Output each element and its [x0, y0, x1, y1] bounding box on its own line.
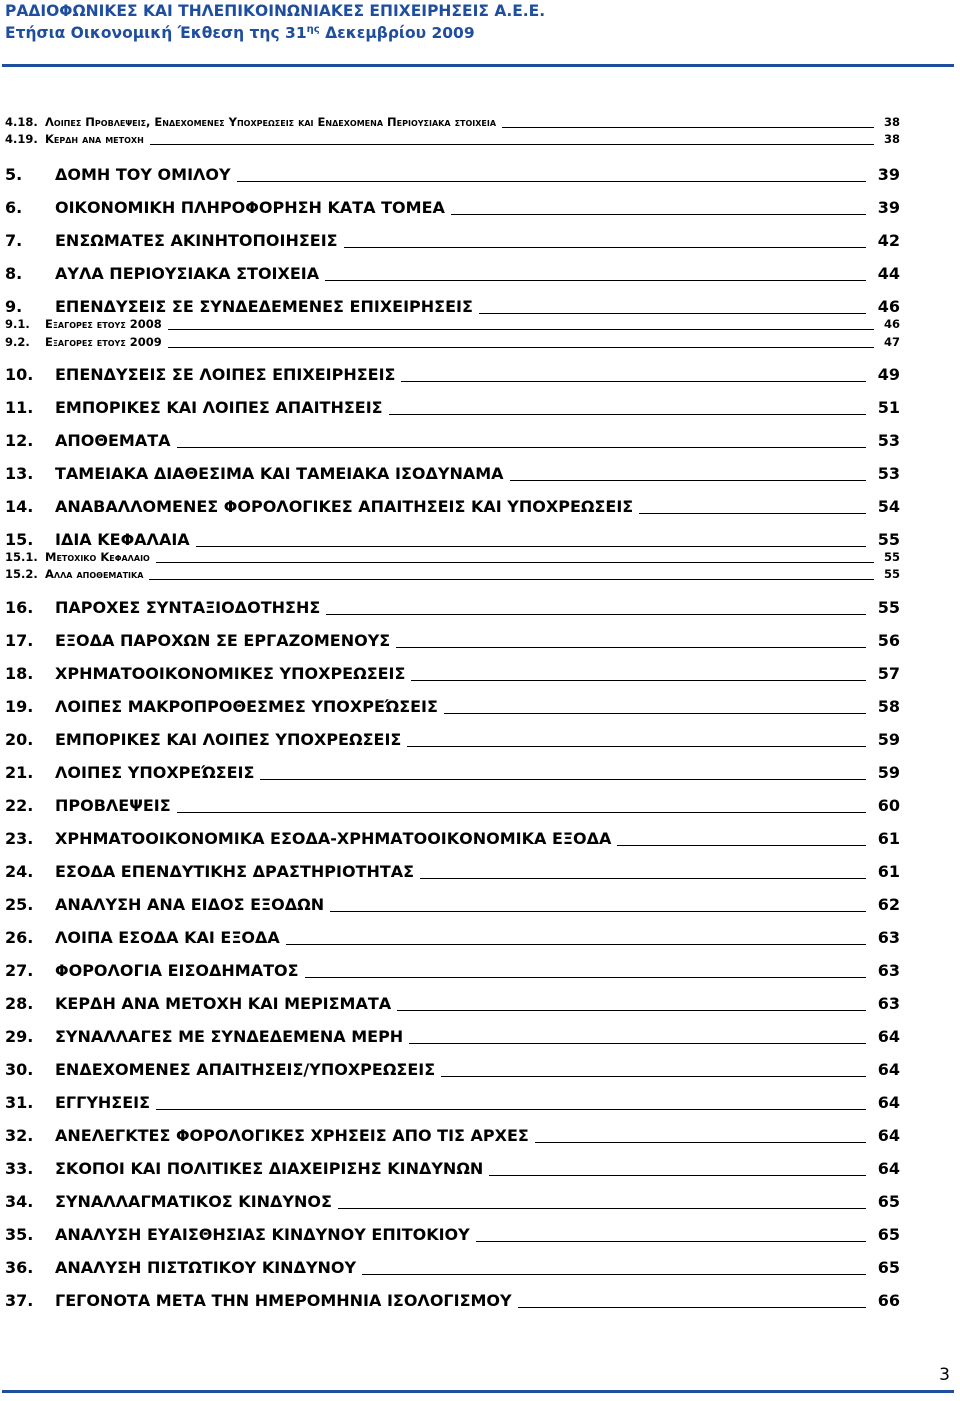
toc-entry-number: 26.	[5, 928, 34, 947]
toc-entry[interactable]	[5, 829, 900, 849]
toc-entry-title: ΕΠΕΝΔΥΣΕΙΣ ΣΕ ΣΥΝΔΕΔΕΜΕΝΕΣ ΕΠΙΧΕΙΡΗΣΕΙΣ	[55, 297, 473, 316]
toc-entry-number: 21.	[5, 763, 34, 782]
toc-entry-page: 61	[877, 829, 900, 848]
toc-entry-page: 55	[877, 530, 900, 549]
toc-leader-line	[344, 247, 866, 248]
toc-leader-line	[411, 680, 866, 681]
report-title	[5, 22, 955, 44]
toc-leader-line	[330, 911, 866, 912]
toc-entry[interactable]	[5, 994, 900, 1014]
toc-entry[interactable]	[5, 730, 900, 750]
toc-entry-number: 37.	[5, 1291, 34, 1310]
toc-leader-line	[338, 1208, 866, 1209]
toc-entry[interactable]	[5, 1060, 900, 1080]
toc-leader-line	[401, 381, 866, 382]
toc-leader-line	[451, 214, 866, 215]
toc-entry[interactable]	[5, 115, 900, 130]
toc-entry-page: 55	[883, 550, 900, 564]
toc-leader-line	[441, 1076, 866, 1077]
toc-entry[interactable]	[5, 1027, 900, 1047]
toc-entry[interactable]	[5, 1192, 900, 1212]
toc-entry-page: 53	[877, 464, 900, 483]
toc-leader-line	[168, 329, 874, 330]
toc-entry-number: 18.	[5, 664, 34, 683]
toc-entry-page: 64	[877, 1060, 900, 1079]
toc-entry-page: 56	[877, 631, 900, 650]
toc-entry-title: ΛΟΙΠΕΣ ΜΑΚΡΟΠΡΟΘΕΣΜΕΣ ΥΠΟΧΡΕΏΣΕΙΣ	[55, 697, 438, 716]
toc-entry-page: 65	[877, 1192, 900, 1211]
toc-entry-page: 42	[877, 231, 900, 250]
toc-entry-page: 51	[877, 398, 900, 417]
toc-entry[interactable]	[5, 530, 900, 550]
toc-entry-page: 46	[883, 317, 900, 331]
toc-leader-line	[639, 513, 866, 514]
toc-entry[interactable]	[5, 796, 900, 816]
report-title-prefix: Ετήσια Οικονομική Έκθεση της 31	[5, 24, 307, 42]
toc-entry-title: ΟΙΚΟΝΟΜΙΚΗ ΠΛΗΡΟΦΟΡΗΣΗ ΚΑΤΑ ΤΟΜΕΑ	[55, 198, 445, 217]
toc-entry-page: 65	[877, 1225, 900, 1244]
toc-entry[interactable]	[5, 365, 900, 385]
toc-entry-number: 14.	[5, 497, 34, 516]
toc-entry-title: ΕΞΟΔΑ ΠΑΡΟΧΩΝ ΣΕ ΕΡΓΑΖΟΜΕΝΟΥΣ	[55, 631, 391, 650]
toc-entry-number: 7.	[5, 231, 23, 250]
toc-entry[interactable]	[5, 264, 900, 284]
toc-leader-line	[444, 713, 866, 714]
toc-leader-line	[535, 1142, 866, 1143]
toc-entry-title: Αλλα αποθεματικα	[45, 567, 144, 581]
toc-entry[interactable]	[5, 398, 900, 418]
toc-entry-title: ΑΠΟΘΕΜΑΤΑ	[55, 431, 171, 450]
toc-leader-line	[305, 977, 866, 978]
report-title-superscript: ης	[306, 24, 320, 35]
toc-entry-page: 38	[883, 115, 900, 129]
toc-entry[interactable]	[5, 567, 900, 582]
toc-leader-line	[168, 347, 874, 348]
toc-entry[interactable]	[5, 464, 900, 484]
toc-entry-page: 39	[877, 165, 900, 184]
footer-rule	[2, 1390, 954, 1393]
toc-leader-line	[260, 779, 866, 780]
toc-entry[interactable]	[5, 1225, 900, 1245]
toc-entry-title: ΑΝΕΛΕΓΚΤΕΣ ΦΟΡΟΛΟΓΙΚΕΣ ΧΡΗΣΕΙΣ ΑΠΟ ΤΙΣ ΑΡΧΕΣ	[55, 1126, 529, 1145]
toc-entry-number: 9.	[5, 297, 23, 316]
toc-entry-number: 4.18.	[5, 115, 38, 129]
toc-leader-line	[325, 280, 866, 281]
toc-entry[interactable]	[5, 1159, 900, 1179]
toc-entry-title: Εξαγορες ετους 2009	[45, 335, 162, 349]
toc-entry[interactable]	[5, 297, 900, 317]
toc-leader-line	[489, 1175, 866, 1176]
toc-entry-number: 30.	[5, 1060, 34, 1079]
toc-leader-line	[156, 562, 874, 563]
toc-entry-number: 6.	[5, 198, 23, 217]
page-number: 3	[939, 1365, 950, 1385]
toc-entry[interactable]	[5, 1093, 900, 1113]
toc-leader-line	[407, 746, 866, 747]
toc-entry-number: 5.	[5, 165, 23, 184]
toc-entry-number: 20.	[5, 730, 34, 749]
toc-entry[interactable]	[5, 550, 900, 565]
toc-entry[interactable]	[5, 317, 900, 332]
toc-leader-line	[156, 1109, 866, 1110]
toc-entry-title: ΠΑΡΟΧΕΣ ΣΥΝΤΑΞΙΟΔΟΤΗΣΗΣ	[55, 598, 321, 617]
toc-leader-line	[150, 144, 874, 145]
toc-leader-line	[177, 447, 866, 448]
toc-entry-title: ΚΕΡΔΗ ΑΝΑ ΜΕΤΟΧΗ ΚΑΙ ΜΕΡΙΣΜΑΤΑ	[55, 994, 392, 1013]
toc-entry-number: 15.	[5, 530, 34, 549]
toc-leader-line	[420, 878, 866, 879]
toc-entry-title: Λοιπες Προβλεψεις, Ενδεχομενες Υποχρεωσεις και Ενδεχομενα Περιουσιακα στοιχεια	[45, 115, 497, 129]
toc-leader-line	[409, 1043, 866, 1044]
toc-entry-title: ΛΟΙΠΑ ΕΣΟΔΑ ΚΑΙ ΕΞΟΔΑ	[55, 928, 280, 947]
toc-entry[interactable]	[5, 697, 900, 717]
toc-entry-page: 60	[877, 796, 900, 815]
toc-entry-page: 46	[877, 297, 900, 316]
toc-entry-title: ΕΠΕΝΔΥΣΕΙΣ ΣΕ ΛΟΙΠΕΣ ΕΠΙΧΕΙΡΗΣΕΙΣ	[55, 365, 396, 384]
toc-leader-line	[617, 845, 866, 846]
toc-entry-title: ΑΝΑΛΥΣΗ ΠΙΣΤΩΤΙΚΟΥ ΚΙΝΔΥΝΟΥ	[55, 1258, 357, 1277]
toc-entry-number: 19.	[5, 697, 34, 716]
toc-leader-line	[518, 1307, 866, 1308]
toc-entry-page: 64	[877, 1159, 900, 1178]
toc-entry-title: ΕΝΣΩΜΑΤΕΣ ΑΚΙΝΗΤΟΠΟΙΗΣΕΙΣ	[55, 231, 338, 250]
toc-entry-page: 64	[877, 1126, 900, 1145]
toc-leader-line	[177, 812, 866, 813]
toc-entry-title: ΧΡΗΜΑΤΟΟΙΚΟΝΟΜΙΚΕΣ ΥΠΟΧΡΕΩΣΕΙΣ	[55, 664, 406, 683]
toc-entry-title: ΣΥΝΑΛΛΑΓΜΑΤΙΚΟΣ ΚΙΝΔΥΝΟΣ	[55, 1192, 332, 1211]
toc-entry-title: ΕΓΓΥΗΣΕΙΣ	[55, 1093, 151, 1112]
toc-entry-title: ΑΝΑΛΥΣΗ ΕΥΑΙΣΘΗΣΙΑΣ ΚΙΝΔΥΝΟΥ ΕΠΙΤΟΚΙΟΥ	[55, 1225, 470, 1244]
toc-entry[interactable]	[5, 165, 900, 185]
toc-entry-page: 62	[877, 895, 900, 914]
toc-entry-number: 9.1.	[5, 317, 30, 331]
toc-entry[interactable]	[5, 1126, 900, 1146]
toc-entry-page: 55	[883, 567, 900, 581]
toc-entry[interactable]	[5, 1258, 900, 1278]
toc-leader-line	[396, 647, 866, 648]
toc-entry-page: 57	[877, 664, 900, 683]
toc-entry[interactable]	[5, 664, 900, 684]
toc-entry[interactable]	[5, 198, 900, 218]
toc-leader-line	[479, 313, 866, 314]
toc-entry[interactable]	[5, 497, 900, 517]
toc-entry-number: 8.	[5, 264, 23, 283]
toc-entry[interactable]	[5, 961, 900, 981]
toc-entry-page: 65	[877, 1258, 900, 1277]
toc-entry-page: 64	[877, 1027, 900, 1046]
toc-entry-number: 29.	[5, 1027, 34, 1046]
toc-entry-number: 16.	[5, 598, 34, 617]
toc-entry-number: 15.1.	[5, 550, 38, 564]
toc-entry-page: 44	[877, 264, 900, 283]
toc-entry-number: 13.	[5, 464, 34, 483]
toc-entry-number: 28.	[5, 994, 34, 1013]
toc-entry-title: Κερδη ανα μετοχη	[45, 132, 144, 146]
toc-entry-title: ΕΣΟΔΑ ΕΠΕΝΔΥΤΙΚΗΣ ΔΡΑΣΤΗΡΙΟΤΗΤΑΣ	[55, 862, 415, 881]
toc-entry-title: ΣΥΝΑΛΛΑΓΕΣ ΜΕ ΣΥΝΔΕΔΕΜΕΝΑ ΜΕΡΗ	[55, 1027, 404, 1046]
toc-entry-number: 15.2.	[5, 567, 38, 581]
toc-leader-line	[326, 614, 866, 615]
toc-entry[interactable]	[5, 231, 900, 251]
toc-entry[interactable]	[5, 928, 900, 948]
toc-entry-page: 55	[877, 598, 900, 617]
toc-entry-title: Μετοχικο Κεφαλαιο	[45, 550, 150, 564]
toc-entry-page: 39	[877, 198, 900, 217]
toc-entry-title: ΣΚΟΠΟΙ ΚΑΙ ΠΟΛΙΤΙΚΕΣ ΔΙΑΧΕΙΡΙΣΗΣ ΚΙΝΔΥΝΩΝ	[55, 1159, 484, 1178]
toc-entry[interactable]	[5, 132, 900, 147]
toc-leader-line	[510, 480, 866, 481]
toc-entry-title: ΕΜΠΟΡΙΚΕΣ ΚΑΙ ΛΟΙΠΕΣ ΥΠΟΧΡΕΩΣΕΙΣ	[55, 730, 402, 749]
toc-entry-page: 64	[877, 1093, 900, 1112]
toc-entry-page: 47	[883, 335, 900, 349]
toc-entry-number: 12.	[5, 431, 34, 450]
toc-entry-number: 35.	[5, 1225, 34, 1244]
toc-entry-page: 59	[877, 730, 900, 749]
toc-leader-line	[389, 414, 866, 415]
toc-entry-number: 36.	[5, 1258, 34, 1277]
toc-entry-title: ΔΟΜΗ ΤΟΥ ΟΜΙΛΟΥ	[55, 165, 231, 184]
toc-leader-line	[237, 181, 866, 182]
toc-entry-number: 33.	[5, 1159, 34, 1178]
toc-entry-number: 31.	[5, 1093, 34, 1112]
toc-entry-title: ΑΝΑΛΥΣΗ ΑΝΑ ΕΙΔΟΣ ΕΞΟΔΩΝ	[55, 895, 325, 914]
toc-entry-page: 63	[877, 961, 900, 980]
toc-entry-page: 54	[877, 497, 900, 516]
toc-leader-line	[476, 1241, 866, 1242]
toc-entry-number: 11.	[5, 398, 34, 417]
toc-leader-line	[286, 944, 866, 945]
toc-entry[interactable]	[5, 763, 900, 783]
toc-entry-title: ΛΟΙΠΕΣ ΥΠΟΧΡΕΏΣΕΙΣ	[55, 763, 255, 782]
toc-entry-number: 25.	[5, 895, 34, 914]
toc-entry[interactable]	[5, 862, 900, 882]
toc-entry-page: 63	[877, 994, 900, 1013]
toc-entry-title: ΙΔΙΑ ΚΕΦΑΛΑΙΑ	[55, 530, 190, 549]
toc-entry-number: 23.	[5, 829, 34, 848]
toc-entry[interactable]	[5, 895, 900, 915]
toc-entry[interactable]	[5, 1291, 900, 1311]
toc-entry-page: 59	[877, 763, 900, 782]
toc-entry-page: 63	[877, 928, 900, 947]
toc-entry-number: 34.	[5, 1192, 34, 1211]
toc-entry-page: 53	[877, 431, 900, 450]
toc-entry-number: 10.	[5, 365, 34, 384]
toc-entry-page: 66	[877, 1291, 900, 1310]
toc-entry-page: 58	[877, 697, 900, 716]
toc-entry-title: ΑΥΛΑ ΠΕΡΙΟΥΣΙΑΚΑ ΣΤΟΙΧΕΙΑ	[55, 264, 320, 283]
toc-entry[interactable]	[5, 631, 900, 651]
toc-entry-title: Εξαγορες ετους 2008	[45, 317, 162, 331]
page-header	[5, 0, 955, 44]
toc-leader-line	[196, 546, 866, 547]
toc-entry-page: 38	[883, 132, 900, 146]
toc-entry[interactable]	[5, 431, 900, 451]
toc-entry-title: ΤΑΜΕΙΑΚΑ ΔΙΑΘΕΣΙΜΑ ΚΑΙ ΤΑΜΕΙΑΚΑ ΙΣΟΔΥΝΑΜΑ	[55, 464, 504, 483]
toc-entry-number: 27.	[5, 961, 34, 980]
toc-entry[interactable]	[5, 598, 900, 618]
toc-entry-number: 4.19.	[5, 132, 38, 146]
report-title-suffix: Δεκεμβρίου 2009	[319, 24, 475, 42]
toc-entry-title: ΕΜΠΟΡΙΚΕΣ ΚΑΙ ΛΟΙΠΕΣ ΑΠΑΙΤΗΣΕΙΣ	[55, 398, 383, 417]
toc-entry-title: ΓΕΓΟΝΟΤΑ ΜΕΤΑ ΤΗΝ ΗΜΕΡΟΜΗΝΙΑ ΙΣΟΛΟΓΙΣΜΟΥ	[55, 1291, 512, 1310]
toc-entry-page: 49	[877, 365, 900, 384]
toc-entry-page: 61	[877, 862, 900, 881]
toc-leader-line	[149, 579, 874, 580]
toc-entry-number: 22.	[5, 796, 34, 815]
toc-entry-title: ΧΡΗΜΑΤΟΟΙΚΟΝΟΜΙΚΑ ΕΣΟΔΑ-ΧΡΗΜΑΤΟΟΙΚΟΝΟΜΙΚΑ ΕΞΟΔΑ	[55, 829, 612, 848]
toc-entry-number: 9.2.	[5, 335, 30, 349]
toc-leader-line	[362, 1274, 866, 1275]
toc-entry[interactable]	[5, 335, 900, 350]
toc-entry-title: ΑΝΑΒΑΛΛΟΜΕΝΕΣ ΦΟΡΟΛΟΓΙΚΕΣ ΑΠΑΙΤΗΣΕΙΣ ΚΑΙ ΥΠΟΧΡΕΩΣΕΙΣ	[55, 497, 634, 516]
company-name: ΡΑΔΙΟΦΩΝΙΚΕΣ ΚΑΙ ΤΗΛΕΠΙΚΟΙΝΩΝΙΑΚΕΣ ΕΠΙΧΕΙΡΗΣΕΙΣ Α.Ε.Ε.	[5, 2, 546, 20]
toc-entry-number: 32.	[5, 1126, 34, 1145]
toc-entry-number: 24.	[5, 862, 34, 881]
toc-entry-title: ΕΝΔΕΧΟΜΕΝΕΣ ΑΠΑΙΤΗΣΕΙΣ/ΥΠΟΧΡΕΩΣΕΙΣ	[55, 1060, 436, 1079]
toc-leader-line	[502, 127, 874, 128]
header-rule	[2, 64, 954, 67]
toc-entry-title: ΦΟΡΟΛΟΓΙΑ ΕΙΣΟΔΗΜΑΤΟΣ	[55, 961, 299, 980]
toc-entry-title: ΠΡΟΒΛΕΨΕΙΣ	[55, 796, 171, 815]
toc-entry-number: 17.	[5, 631, 34, 650]
toc-leader-line	[397, 1010, 866, 1011]
